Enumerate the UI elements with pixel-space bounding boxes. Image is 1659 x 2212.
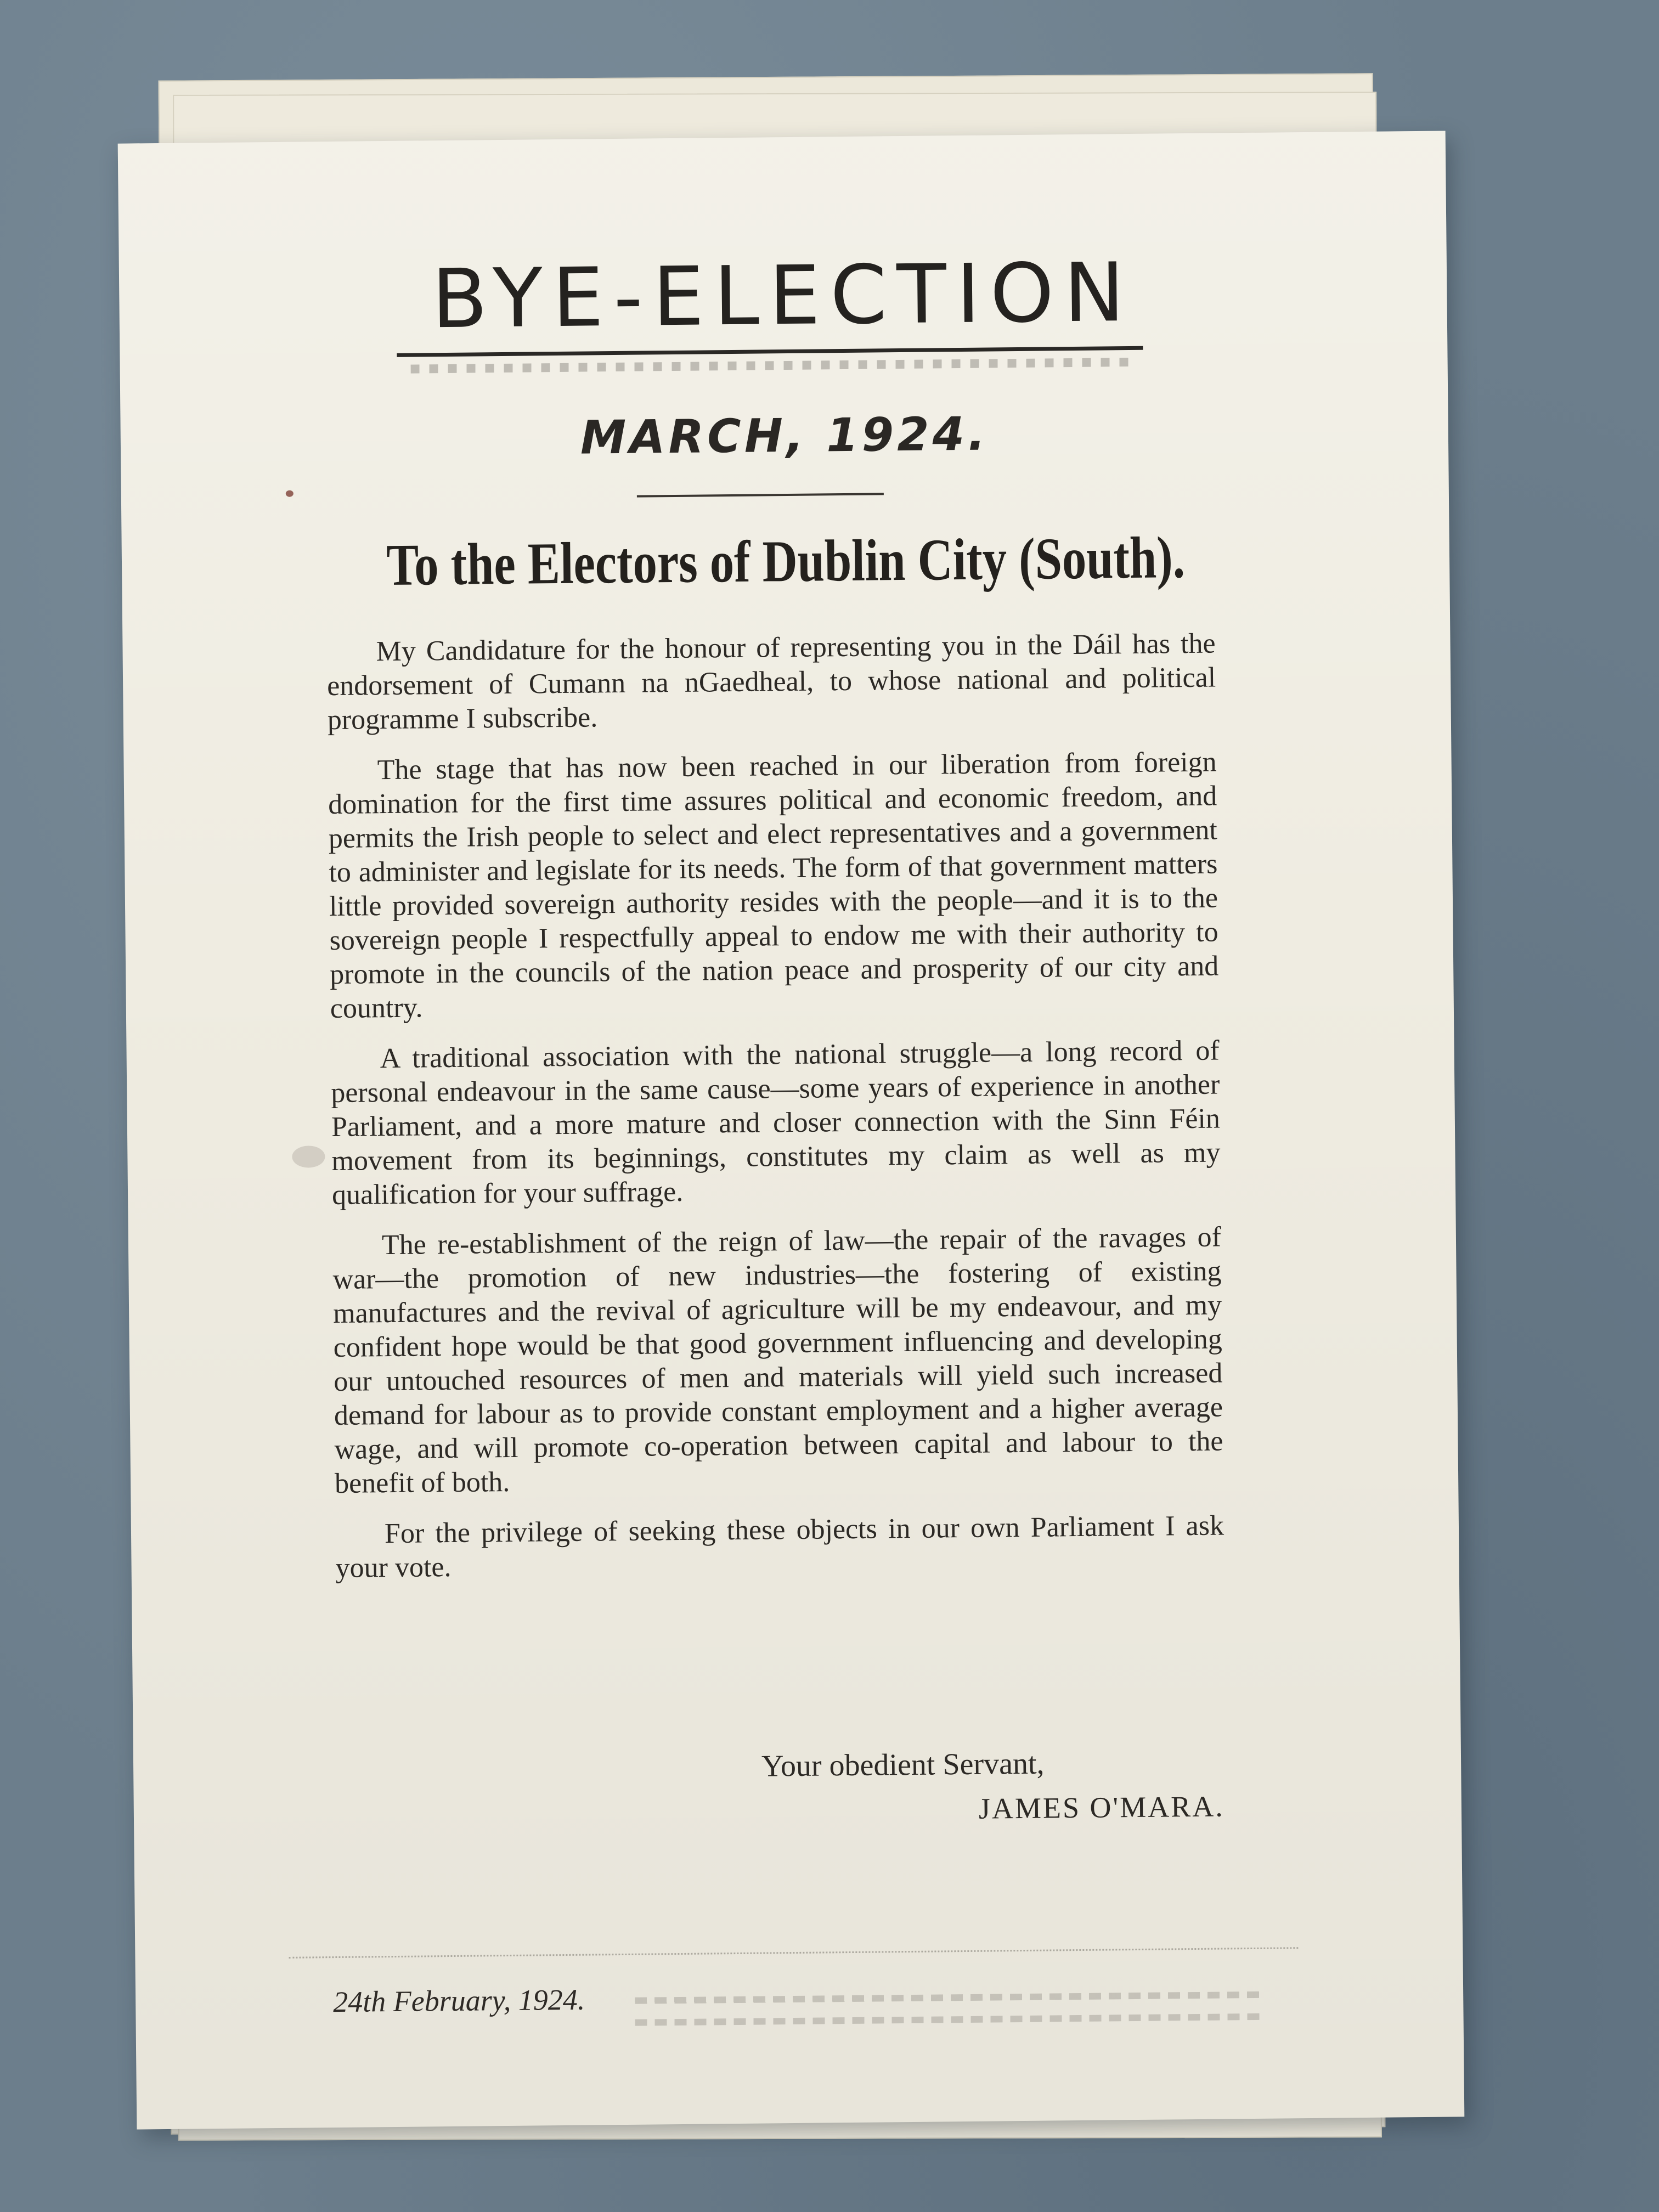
- signature: JAMES O'MARA.: [978, 1790, 1224, 1825]
- footer-divider: [289, 1947, 1298, 1959]
- closing-salutation: Your obedient Servant,: [761, 1746, 1045, 1784]
- election-date: MARCH, 1924.: [580, 407, 989, 465]
- divider: [637, 493, 884, 497]
- leaflet-heading: BYE-ELECTION: [431, 245, 1135, 347]
- body-paragraph: My Candidature for the honour of representing you in the Dáil has the endorsement of Cumann na nGaedheal, to whose national and political programme I subscribe.: [326, 628, 1216, 736]
- footer-date: 24th February, 1924.: [332, 1983, 585, 2019]
- body-paragraph: A traditional association with the national struggle—a long record of personal endeavour in the same cause—some years of experience in another Parliament, and a more mature and closer connection with the Sinn Féin movement from its beginnings, constitutes my claim as well as my qualification for your suffrage.: [331, 1035, 1221, 1211]
- faded-printer-imprint: [635, 1982, 1266, 2042]
- address-line: To the Electors of Dublin City (South).: [386, 525, 1186, 599]
- body-paragraph: The re-establishment of the reign of law—the repair of the ravages of war—the promotion of new industries—the fostering of existing manufactures and the revival of agriculture will be my endeavour, and my confident hope would be that good government influencing and developing our untouched resources of men and materials will yield such increased demand for labour as to provide constant employment and a higher average wage, and will promote co-operation between capital and labour to the benefit of both.: [332, 1221, 1223, 1500]
- ink-blot: [286, 490, 294, 497]
- ink-offset-mark: [411, 358, 1130, 374]
- body-paragraph: The stage that has now been reached in our liberation from foreign domination for the first time assures political and economic freedom, and permits the Irish people to select and elect representatives and a government to administer and legislate for its needs. The form of that government matters little provided sovereign authority resides with the people—and it is to the sovereign people I respectfully appeal to endow me with their authority to promote in the councils of the nation peace and prosperity of our city and country.: [328, 746, 1219, 1025]
- leaflet-body: [326, 627, 1224, 1602]
- faded-ink-mark: [292, 1146, 325, 1168]
- closing-block: [737, 1744, 1231, 1828]
- body-paragraph: For the privilege of seeking these objects in our own Parliament I ask your vote.: [335, 1510, 1224, 1584]
- election-leaflet: [118, 131, 1465, 2129]
- heading-underline: [397, 346, 1143, 357]
